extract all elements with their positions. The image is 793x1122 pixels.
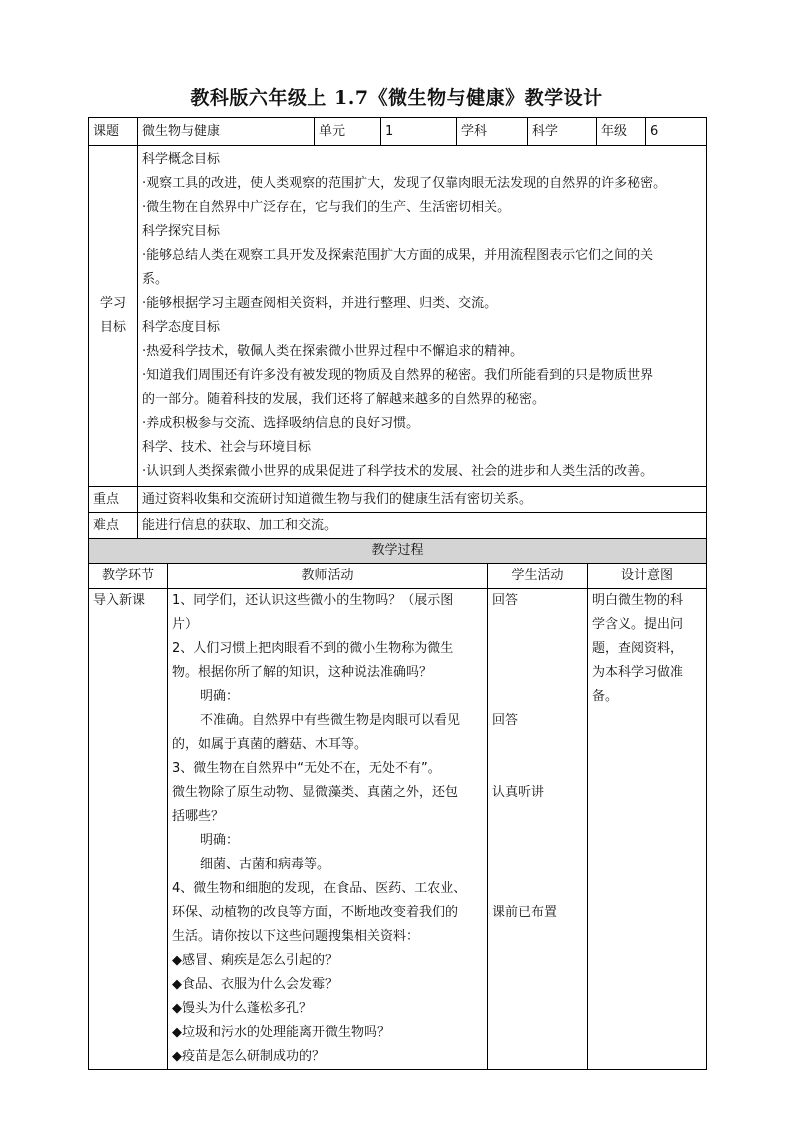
goals-label: 学习 目标 xyxy=(89,146,138,487)
teacher-line: ◆感冒、痢疾是怎么引起的？ xyxy=(172,953,338,968)
teacher-line: 2、人们习惯上把肉眼看不到的微小生物称为微生 xyxy=(172,641,454,656)
topic-value: 微生物与健康 xyxy=(138,118,315,146)
goal-line: ·养成积极参与交流、选择吸纳信息的良好习惯。 xyxy=(142,416,420,431)
teacher-line: 片） xyxy=(172,617,199,632)
student-gap xyxy=(492,805,583,901)
goal-line: ·热爱科学技术，敬佩人类在探索微小世界过程中不懈追求的精神。 xyxy=(142,344,524,359)
teacher-line: 的，如属于真菌的蘑菇、木耳等。 xyxy=(172,737,368,752)
goal-line: 科学、技术、社会与环境目标 xyxy=(142,440,312,455)
goal-line: 的一部分。随着科技的发展，我们还将了解越来越多的自然界的秘密。 xyxy=(142,392,546,407)
teacher-line: 明确： xyxy=(200,689,240,704)
student-activity xyxy=(488,589,588,1070)
design-intent xyxy=(588,589,707,1070)
difficulty-label: 难点 xyxy=(89,513,138,539)
info-row xyxy=(89,118,707,146)
goal-line: 科学态度目标 xyxy=(142,320,221,335)
difficulty-row xyxy=(89,513,707,539)
goal-line: ·观察工具的改进，使人类观察的范围扩大，发现了仅靠肉眼无法发现的自然界的许多秘密。 xyxy=(142,176,667,191)
key-value: 通过资料收集和交流研讨知道微生物与我们的健康生活有密切关系。 xyxy=(138,487,707,513)
teacher-line: 环保、动植物的改良等方面，不断地改变着我们的 xyxy=(172,905,459,920)
process-header-row xyxy=(89,539,707,564)
unit-label: 单元 xyxy=(315,118,381,146)
grade-label: 年级 xyxy=(597,118,646,146)
goal-line: ·能够根据学习主题查阅相关资料，并进行整理、归类、交流。 xyxy=(142,296,498,311)
teacher-line: ◆垃圾和污水的处理能离开微生物吗？ xyxy=(172,1025,390,1040)
key-label: 重点 xyxy=(89,487,138,513)
student-line: 课前已布置 xyxy=(492,905,558,920)
column-header-student: 学生活动 xyxy=(488,564,588,589)
goal-line: ·认识到人类探索微小世界的成果促进了科学技术的发展、社会的进步和人类生活的改善。 xyxy=(142,464,654,479)
difficulty-value: 能进行信息的获取、加工和交流。 xyxy=(138,513,707,539)
column-header-intent: 设计意图 xyxy=(588,564,707,589)
teacher-activity xyxy=(168,589,488,1070)
student-gap xyxy=(492,613,583,709)
teacher-line: 物。根据你所了解的知识，这种说法准确吗？ xyxy=(172,665,433,680)
column-header-teacher: 教师活动 xyxy=(168,564,488,589)
goal-line: 科学探究目标 xyxy=(142,224,221,239)
student-line: 认真听讲 xyxy=(492,785,545,800)
intent-line: 为本科学习做准 xyxy=(592,665,684,680)
goal-line: 科学概念目标 xyxy=(142,152,221,167)
intent-line: 学含义。提出问 xyxy=(592,617,684,632)
document-title: 教科版六年级上 1.7《微生物与健康》教学设计 xyxy=(190,87,603,109)
teacher-line: 细菌、古菌和病毒等。 xyxy=(200,857,331,872)
goal-line: ·知道我们周围还有许多没有被发现的物质及自然界的秘密。我们所能看到的只是物质世界 xyxy=(142,368,654,383)
grade-value: 6 xyxy=(646,118,707,146)
teacher-line: ◆疫苗是怎么研制成功的？ xyxy=(172,1049,325,1064)
teacher-line: 括哪些？ xyxy=(172,809,225,824)
teacher-line: ◆馒头为什么蓬松多孔？ xyxy=(172,1001,312,1016)
info-table xyxy=(88,117,707,539)
topic-label: 课题 xyxy=(89,118,138,146)
unit-value: 1 xyxy=(381,118,457,146)
student-line: 回答 xyxy=(492,593,519,608)
teacher-line: 生活。请你按以下这些问题搜集相关资料： xyxy=(172,929,420,944)
stage-cell: 导入新课 xyxy=(89,589,168,1070)
teacher-line: 1、同学们，还认识这些微小的生物吗？（展示图 xyxy=(172,593,454,608)
process-row xyxy=(89,589,707,1070)
goal-line: ·能够总结人类在观察工具开发及探索范围扩大方面的成果，并用流程图表示它们之间的关 xyxy=(142,248,654,263)
process-table xyxy=(88,538,707,1070)
goal-line: 系。 xyxy=(142,272,169,287)
goal-line: ·微生物在自然界中广泛存在，它与我们的生产、生活密切相关。 xyxy=(142,200,511,215)
teacher-line: 明确： xyxy=(200,833,240,848)
student-gap xyxy=(492,733,583,781)
subject-label: 学科 xyxy=(457,118,528,146)
intent-line: 明白微生物的科 xyxy=(592,593,684,608)
subject-value: 科学 xyxy=(528,118,597,146)
process-header: 教学过程 xyxy=(89,539,707,564)
goals-content xyxy=(138,146,707,487)
key-row xyxy=(89,487,707,513)
teacher-line: 3、微生物在自然界中“无处不在，无处不有”。 xyxy=(172,761,441,776)
intent-line: 备。 xyxy=(592,689,619,704)
process-columns-row xyxy=(89,564,707,589)
teacher-line: 4、微生物和细胞的发现，在食品、医药、工农业、 xyxy=(172,881,467,896)
column-header-stage: 教学环节 xyxy=(89,564,168,589)
student-line: 回答 xyxy=(492,713,519,728)
intent-line: 题，查阅资料， xyxy=(592,641,684,656)
teacher-line: 不准确。自然界中有些微生物是肉眼可以看见 xyxy=(200,713,461,728)
teacher-line: ◆食品、衣服为什么会发霉？ xyxy=(172,977,338,992)
goals-row xyxy=(89,146,707,487)
teacher-line: 微生物除了原生动物、显微藻类、真菌之外，还包 xyxy=(172,785,459,800)
